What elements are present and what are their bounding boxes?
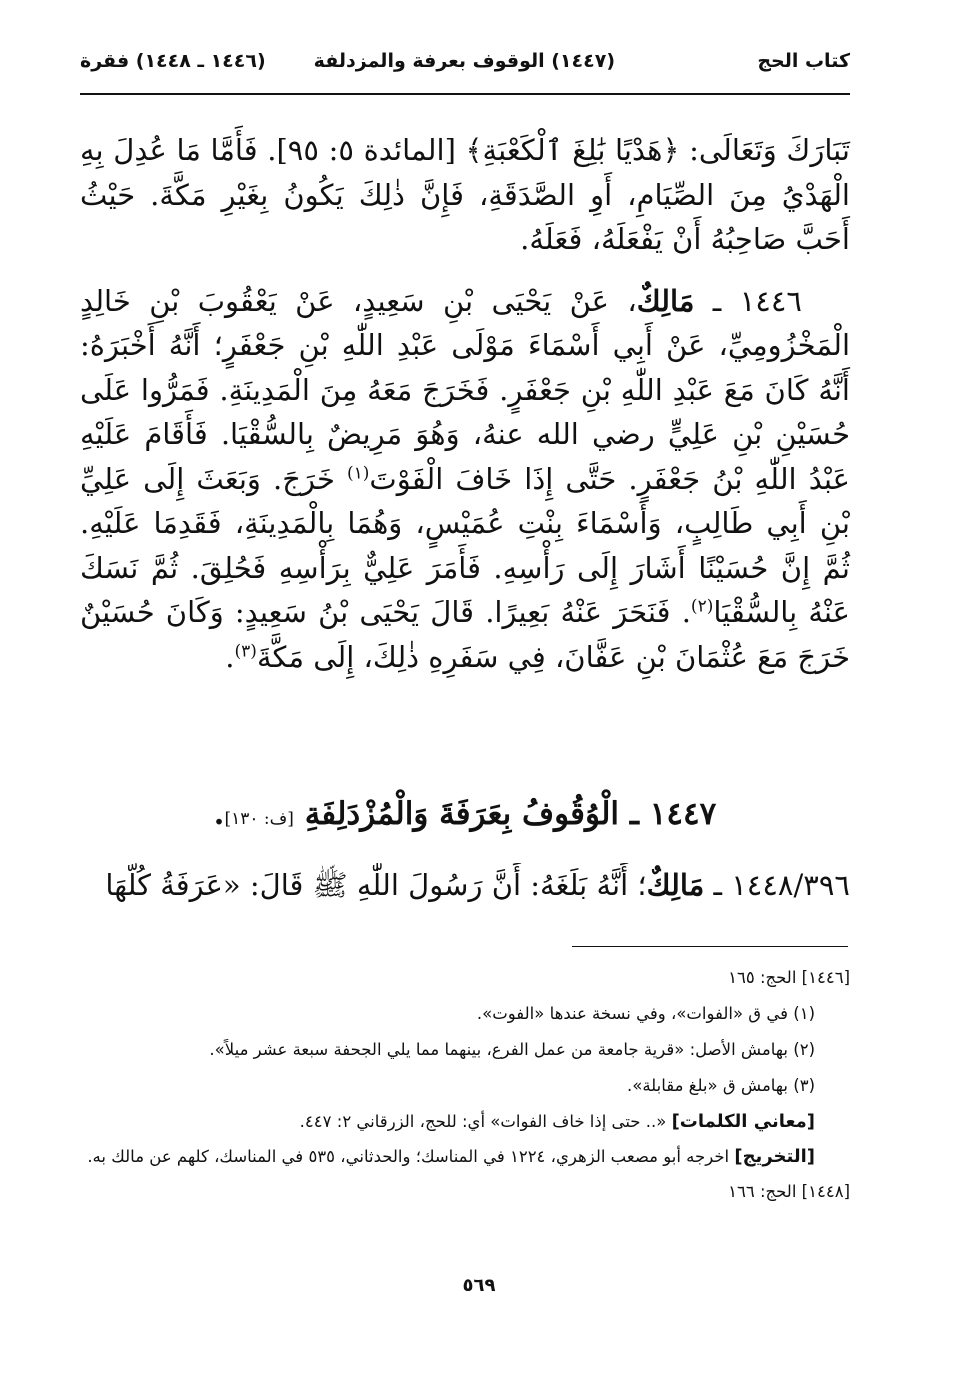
word-meanings-note xyxy=(80,1104,850,1140)
footnote-2: (٢) بهامش الأصل: «قرية جامعة من عمل الفرع، بينهما مما يلي الجحفة سبعة عشر ميلاً». xyxy=(209,1040,815,1059)
reference-1448: [١٤٤٨] الحج: ١٦٦ xyxy=(728,1182,850,1201)
hadith-1446 xyxy=(80,279,850,680)
paragraph-continuation: تَبَارَكَ وَتَعَالَى: ﴿هَدْيًا بَٰلِغَ ٱلْكَعْبَةِ﴾ [المائدة ٥: ٩٥]. فَأَمَّا مَا عُدِلَ بِهِ الْهَدْيُ مِنَ الصِّيَامِ، أَوِ الصَّدَقَةِ، فَإِنَّ ذٰلِكَ يَكُونُ بِغَيْرِ مَكَّةَ. حَيْثُ أَحَبَّ صَاحِبُهُ أَنْ يَفْعَلَهُ، فَعَلَهُ. xyxy=(80,133,850,256)
header-paragraph-range: (١٤٤٦ ـ ١٤٤٨) فقرة xyxy=(80,50,266,72)
takhrij-note xyxy=(80,1140,850,1174)
header-book-title: كتاب الحج xyxy=(757,50,850,72)
takhrij-label: [التخريج] xyxy=(734,1146,815,1167)
footnote-3: (٣) بهامش ق «بلغ مقابلة». xyxy=(626,1076,815,1095)
hadith-text-end: . xyxy=(225,639,235,674)
section-reference: [ف: ١٣٠] xyxy=(224,809,294,829)
takhrij-text: اخرجه أبو مصعب الزهري، ١٢٢٤ في المناسك؛ والحدثاني، ٥٣٥ في المناسك، كلهم عن مالك به. xyxy=(87,1147,735,1166)
word-meanings-label: [معاني الكلمات] xyxy=(671,1111,815,1132)
footnote-divider xyxy=(572,946,848,947)
section-end: . xyxy=(213,796,225,832)
narrator-name: مَالِكٌ xyxy=(636,283,695,318)
section-heading xyxy=(80,796,850,832)
hadith-text-part-a: ، عَنْ يَحْيَى بْنِ سَعِيدٍ، عَنْ يَعْقُوبَ بْنِ خَالِدٍ الْمَخْزُومِيِّ، عَنْ أَبِي أَسْمَاءَ مَوْلَى عَبْدِ اللّٰهِ بْنِ جَعْفَرٍ؛ أَنَّهُ أَخْبَرَهُ: أَنَّهُ كَانَ مَعَ عَبْدِ اللّٰهِ بْنِ جَعْفَرٍ. فَخَرَجَ مَعَهُ مِنَ الْمَدِينَةِ. فَمَرُّوا عَلَى حُسَيْنِ بْنِ عَلِيٍّ رضي الله عنهُ، وَهُوَ مَرِيضٌ بِالسُّقْيَا. فَأَقَامَ عَلَيْهِ عَبْدُ اللّٰهِ بْنُ جَعْفَرٍ. حَتَّى إِذَا خَافَ الْفَوْتَ xyxy=(80,283,851,496)
hadith-text-part-c: . فَنَحَرَ عَنْهُ بَعِيرًا. قَالَ يَحْيَى بْنُ سَعِيدٍ: وَكَانَ حُسَيْنٌ خَرَجَ مَعَ عُثْمَانَ بْنِ عَفَّانَ، فِي سَفَرِهِ ذٰلِكَ، إِلَى مَكَّةَ xyxy=(80,595,850,674)
running-header xyxy=(80,44,850,84)
section-title: الْوُقُوفُ بِعَرَفَةَ وَالْمُزْدَلِفَةِ xyxy=(304,796,620,832)
hadith-1448 xyxy=(80,863,850,907)
section-number: ١٤٤٧ ـ xyxy=(629,796,717,832)
footnotes xyxy=(80,960,850,1210)
hadith-text-part-b: خَرَجَ. وَبَعَثَ إِلَى عَلِيِّ بْنِ أَبِي طَالِبٍ، وَأَسْمَاءَ بِنْتِ عُمَيْسٍ، وَهُمَا بِالْمَدِينَةِ، فَقَدِمَا عَلَيْهِ. ثُمَّ إِنَّ حُسَيْنًا أَشَارَ إِلَى رَأْسِهِ. فَأَمَرَ عَلِيٌّ بِرَأْسِهِ فَحُلِقَ. ثُمَّ نَسَكَ عَنْهُ بِالسُّقْيَا xyxy=(80,461,850,629)
header-chapter-title: (١٤٤٧) الوقوف بعرفة والمزدلفة xyxy=(313,50,615,72)
word-meanings-text: «.. حتى إذا خاف الفوات» أي: للحج، الزرقاني ٢: ٤٤٧. xyxy=(299,1112,672,1131)
hadith-text: ؛ أَنَّهُ بَلَغَهُ: أَنَّ رَسُولَ اللّٰهِ ﷺ قَالَ: «عَرَفَةُ كُلُّهَا xyxy=(105,868,647,902)
hadith-number: ١٤٤٦ ـ xyxy=(712,283,802,318)
reference-1446: [١٤٤٦] الحج: ١٦٥ xyxy=(728,968,850,987)
footnote-marker-2: (٢) xyxy=(690,596,714,617)
header-divider xyxy=(80,93,850,95)
hadith-number: ١٤٤٨/٣٩٦ ـ xyxy=(713,868,850,902)
footnote-1: (١) في ق «الفوات»، وفي نسخة عندها «الفوت». xyxy=(476,1004,815,1023)
narrator-name: مَالِكٌ xyxy=(646,868,705,902)
main-text xyxy=(80,128,850,679)
footnote-marker-3: (٣) xyxy=(234,640,257,661)
footnote-marker-1: (١) xyxy=(346,462,370,483)
page-number: ٥٦٩ xyxy=(462,1275,496,1296)
